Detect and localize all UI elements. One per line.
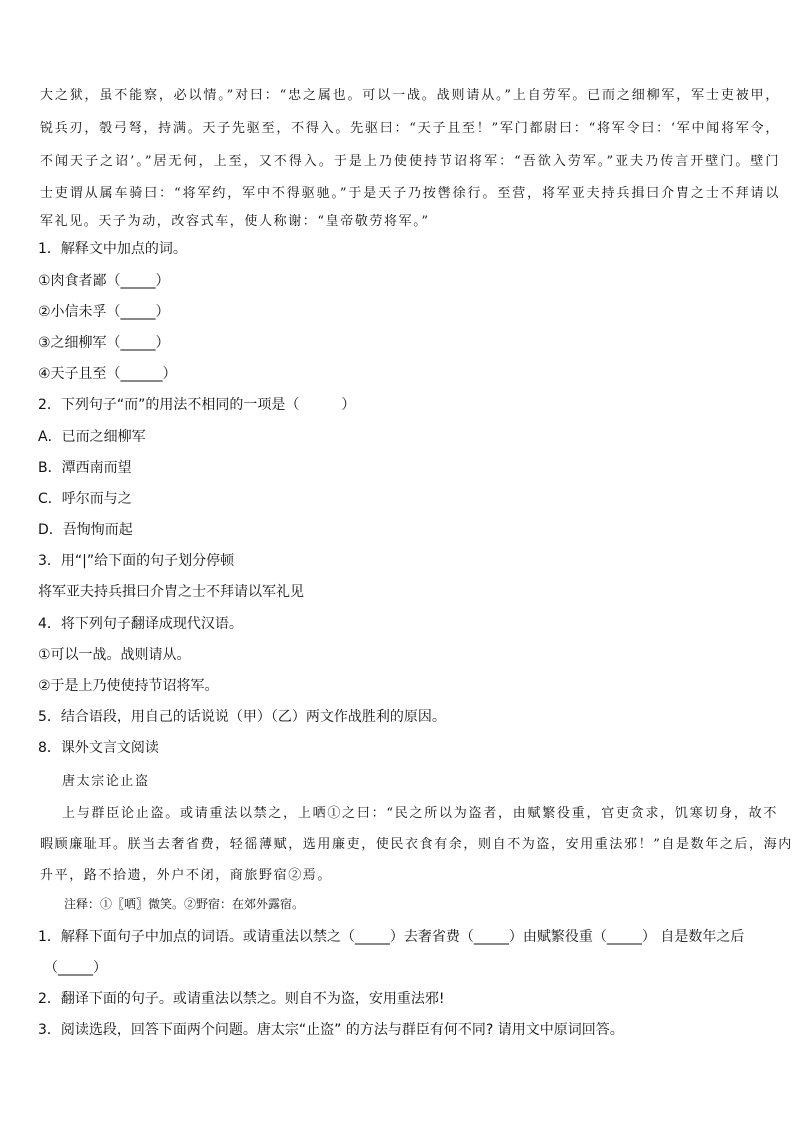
passage1-line-2: 锐兵刃，彀弓弩，持满。天子先驱至，不得入。先驱曰：“天子且至！”军门都尉曰：“将军令曰：‘军中闻将军令，	[40, 121, 780, 136]
passage1-line-1: 大之狱，虽不能察，必以情。”对曰：“忠之属也。可以一战。战则请从。”上自劳军。已而之细柳军，军士吏被甲，	[40, 88, 780, 103]
question-3: 3．用“|”给下面的句子划分停顿	[38, 553, 235, 569]
q2-question-1: 1．解释下面句子中加点的词语。或请重法以禁之（_____）去奢省费（_____）由赋繁役重（_____） 自是数年之后	[38, 929, 745, 945]
question-1-item-1: ①肉食者鄙（_____）	[38, 273, 170, 289]
section-8-heading: 8．课外文言文阅读	[38, 740, 159, 756]
q2-question-2: 2．翻译下面的句子。或请重法以禁之。则自不为盗，安用重法邪!	[38, 991, 445, 1007]
question-1-item-2: ②小信未孚（_____）	[38, 304, 170, 320]
question-1-item-3: ③之细柳军（_____）	[38, 335, 170, 351]
option-b: B．潭西南而望	[38, 460, 132, 476]
question-4-item-2: ②于是上乃使使持节诏将军。	[38, 678, 219, 694]
q2-question-1-cont: （_____）	[44, 960, 107, 976]
passage2-line-2: 暇顾廉耻耳。朕当去奢省费，轻徭薄赋，选用廉吏，使民衣食有余，则自不为盗，安用重法邪！”自是数年之后，海内	[40, 837, 793, 852]
question-5: 5．结合语段，用自己的话说说（甲）（乙）两文作战胜利的原因。	[38, 709, 446, 725]
q2-question-3: 3．阅读选段，回答下面两个问题。唐太宗“止盗” 的方法与群臣有何不同? 请用文中原词回答。	[38, 1022, 624, 1038]
passage1-line-3: 不闻天子之诏’。”居无何，上至，又不得入。于是上乃使使持节诏将军：“吾欲入劳军。”亚夫乃传言开壁门。壁门	[40, 154, 780, 169]
question-1-item-4: ④天子且至（______）	[38, 366, 177, 382]
passage1-line-5: 军礼见。天子为动，改容式车，使人称谢：“皇帝敬劳将军。”	[40, 214, 430, 229]
question-4: 4．将下列句子翻译成现代汉语。	[38, 616, 243, 632]
option-a: A．已而之细柳军	[38, 429, 146, 445]
question-4-item-1: ①可以一战。战则请从。	[38, 647, 191, 663]
question-2: 2．下列句子“而”的用法不相同的一项是（ ）	[38, 397, 356, 413]
question-3-sentence: 将军亚夫持兵揖曰介胄之士不拜请以军礼见	[38, 584, 304, 600]
passage1-line-4: 士吏谓从属车骑曰：“将军约，军中不得驱驰。”于是天子乃按辔徐行。至营，将军亚夫持兵揖曰介胄之士不拜请以	[40, 186, 780, 201]
passage2-title: 唐太宗论止盗	[62, 774, 150, 789]
option-d: D．吾恂恂而起	[38, 522, 133, 538]
passage2-note: 注释：①〖哂〗微笑。②野宿：在郊外露宿。	[64, 897, 305, 911]
option-c: C．呼尔而与之	[38, 491, 132, 507]
question-1: 1．解释文中加点的词。	[38, 241, 187, 257]
passage2-line-3: 升平，路不拾遗，外户不闭，商旅野宿②焉。	[40, 868, 333, 883]
passage2-line-1: 上与群臣论止盗。或请重法以禁之，上哂①之曰：“民之所以为盗者，由赋繁役重，官吏贪求，饥寒切身，故不	[62, 806, 778, 821]
